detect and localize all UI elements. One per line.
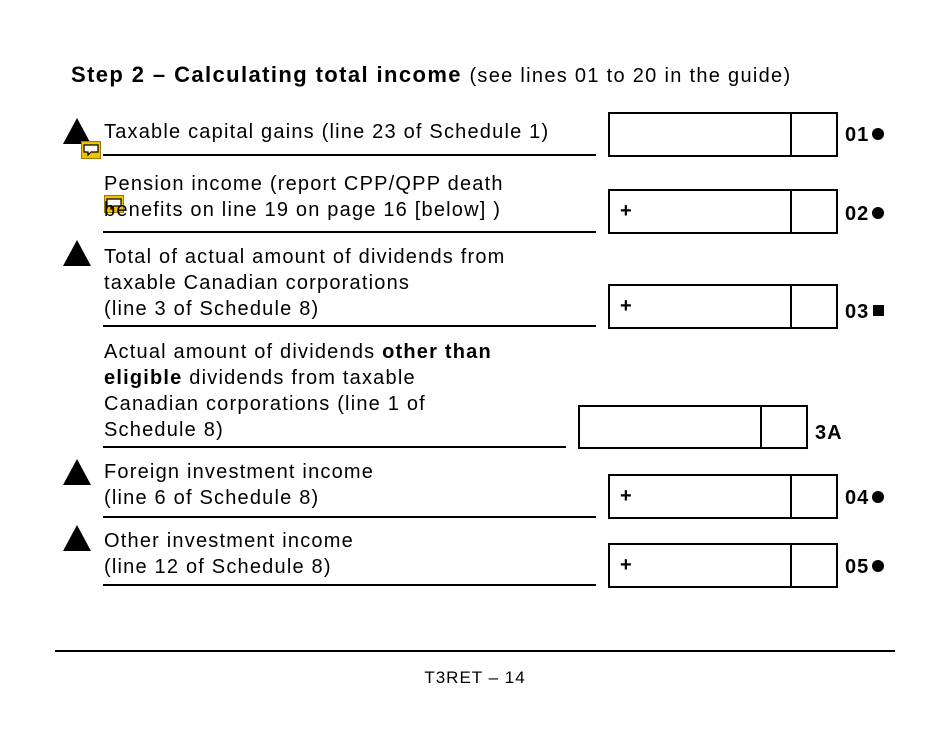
line-02-code: 02 <box>845 203 884 226</box>
line-01-amount-field[interactable] <box>608 112 838 157</box>
warning-triangle-icon <box>63 459 91 485</box>
line-3a-underline <box>103 446 566 448</box>
line-3a-amount-field[interactable] <box>578 405 808 449</box>
dot-marker-icon <box>872 207 884 219</box>
plus-sign: + <box>620 294 632 317</box>
line-02-amount-field[interactable] <box>608 189 838 234</box>
warning-triangle-icon <box>63 240 91 266</box>
warning-triangle-icon <box>63 525 91 551</box>
section-title-note: (see lines 01 to 20 in the guide) <box>469 65 792 87</box>
line-04-label: Foreign investment income (line 6 of Schedule 8) <box>104 461 375 509</box>
line-03-underline <box>103 325 596 327</box>
cents-separator <box>790 476 792 517</box>
square-marker-icon <box>873 305 884 316</box>
line-05-underline <box>103 584 596 586</box>
page-label: T3RET – 14 <box>424 668 526 687</box>
line-05-label: Other investment income (line 12 of Schedule 8) <box>104 530 354 578</box>
line-3a-code: 3A <box>815 422 843 444</box>
line-03-label: Total of actual amount of dividends from taxable Canadian corporations (line 3 of Schedule 8) <box>104 246 506 320</box>
dot-marker-icon <box>872 560 884 572</box>
plus-sign: + <box>620 484 632 507</box>
line-03-amount-field[interactable] <box>608 284 838 329</box>
cents-separator <box>790 191 792 232</box>
cents-separator <box>760 407 762 447</box>
line-01-code: 01 <box>845 124 884 147</box>
comment-icon[interactable] <box>81 141 101 159</box>
plus-sign: + <box>620 199 632 222</box>
line-3a-label: Actual amount of dividends other than eligible dividends from taxable Canadian corporations (line 1 of Schedule 8) <box>104 341 492 441</box>
line-02-underline <box>103 231 596 233</box>
line-05-amount-field[interactable] <box>608 543 838 588</box>
line-04-underline <box>103 516 596 518</box>
footer-divider <box>55 650 895 652</box>
cents-separator <box>790 286 792 327</box>
section-title <box>71 62 791 88</box>
cents-separator <box>790 114 792 155</box>
section-title-bold: Step 2 – Calculating total income <box>71 62 462 87</box>
dot-marker-icon <box>872 128 884 140</box>
line-04-code: 04 <box>845 487 884 510</box>
line-05-code: 05 <box>845 556 884 579</box>
line-01-label: Taxable capital gains (line 23 of Schedule 1) <box>104 121 550 143</box>
line-04-amount-field[interactable] <box>608 474 838 519</box>
plus-sign: + <box>620 553 632 576</box>
line-03-code: 03 <box>845 301 884 324</box>
line-01-underline <box>103 154 596 156</box>
dot-marker-icon <box>872 491 884 503</box>
cents-separator <box>790 545 792 586</box>
line-02-label: Pension income (report CPP/QPP death benefits on line 19 on page 16 [below] ) <box>104 173 504 221</box>
